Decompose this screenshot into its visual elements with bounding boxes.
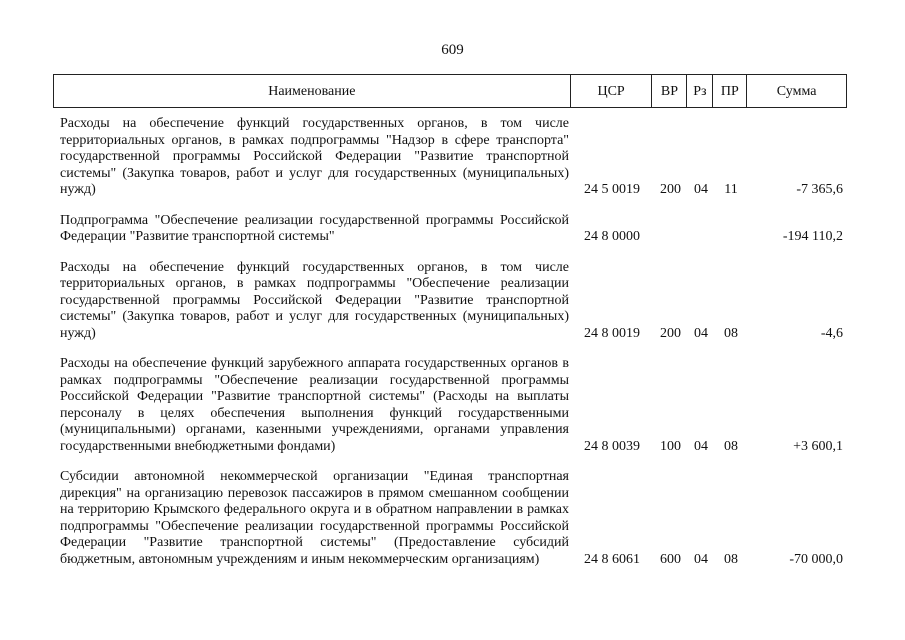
- header-sum: Сумма: [776, 84, 817, 99]
- row-vr: 200: [660, 325, 681, 341]
- row-csr: 24 8 0000: [584, 229, 640, 244]
- row-name: Подпрограмма "Обеспечение реализации государственной программы Российской Федерации "Развитие транспортной системы": [60, 212, 569, 244]
- table-body: [53, 116, 847, 582]
- row-sum: -194 110,2: [782, 229, 843, 244]
- table-row: [53, 116, 847, 199]
- row-csr: 24 8 6061: [584, 551, 640, 567]
- row-name: Субсидии автономной некоммерческой организации "Единая транспортная дирекция" на организацию перевозок пассажиров в прямом смешанном сообщении на территорию Крымского федерального округа и в обратном направлении в рамках подпрограммы "Обеспечение реализации государственной программы Российской Федерации "Развитие транспортной системы" (Предоставление субсидий бюджетным, автономным учреждениям и иным некоммерческим организациям): [60, 469, 569, 567]
- row-rz: 04: [694, 325, 708, 341]
- row-name: Расходы на обеспечение функций государственных органов, в том числе территориальных органов, в рамках подпрограммы "Надзор в сфере транспорта" государственной программы Российской Федерации "Развитие транспортной системы" (Закупка товаров, работ и услуг для государственных (муниципальных) нужд): [60, 116, 569, 197]
- header-name: Наименование: [54, 75, 571, 107]
- row-sum: -70 000,0: [789, 551, 843, 567]
- row-csr: 24 8 0019: [584, 325, 640, 341]
- table-row: [53, 260, 847, 343]
- row-rz: 04: [694, 182, 708, 197]
- row-csr: 24 8 0039: [584, 438, 640, 454]
- row-name: Расходы на обеспечение функций зарубежного аппарата государственных органов в рамках подпрограммы "Обеспечение реализации государственной программы Российской Федерации "Развитие транспортной системы" (Расходы на выплаты персоналу в целях обеспечения выполнения функций государственными (муниципальными) органами, казенными учреждениями, органами управления государственными внебюджетными фондами): [60, 356, 569, 454]
- header-rz: Рз: [687, 75, 713, 107]
- row-name: Расходы на обеспечение функций государственных органов, в том числе территориальных органов, в рамках подпрограммы "Обеспечение реализации государственной программы Российской Федерации "Развитие транспортной системы" (Закупка товаров, работ и услуг для государственных (муниципальных) нужд): [60, 259, 569, 341]
- table-row: [53, 356, 847, 455]
- row-rz: 04: [694, 438, 708, 454]
- row-vr: 200: [660, 182, 681, 197]
- row-sum: -4,6: [820, 325, 843, 341]
- table-row: [53, 469, 847, 568]
- row-rz: 04: [694, 551, 708, 567]
- page-number: 609: [441, 42, 464, 58]
- row-sum: +3 600,1: [793, 438, 843, 454]
- row-vr: 600: [660, 551, 681, 567]
- header-csr: ЦСР: [571, 75, 653, 107]
- header-vr: ВР: [652, 75, 687, 107]
- row-vr: 100: [660, 438, 681, 454]
- table-row: [53, 213, 847, 246]
- header-pr: ПР: [713, 75, 747, 107]
- row-csr: 24 5 0019: [584, 182, 640, 197]
- table-header: [53, 74, 847, 108]
- row-pr: 08: [724, 551, 738, 567]
- row-pr: 08: [724, 438, 738, 454]
- row-pr: 08: [724, 325, 738, 341]
- row-pr: 11: [724, 182, 738, 197]
- row-sum: -7 365,6: [796, 182, 843, 197]
